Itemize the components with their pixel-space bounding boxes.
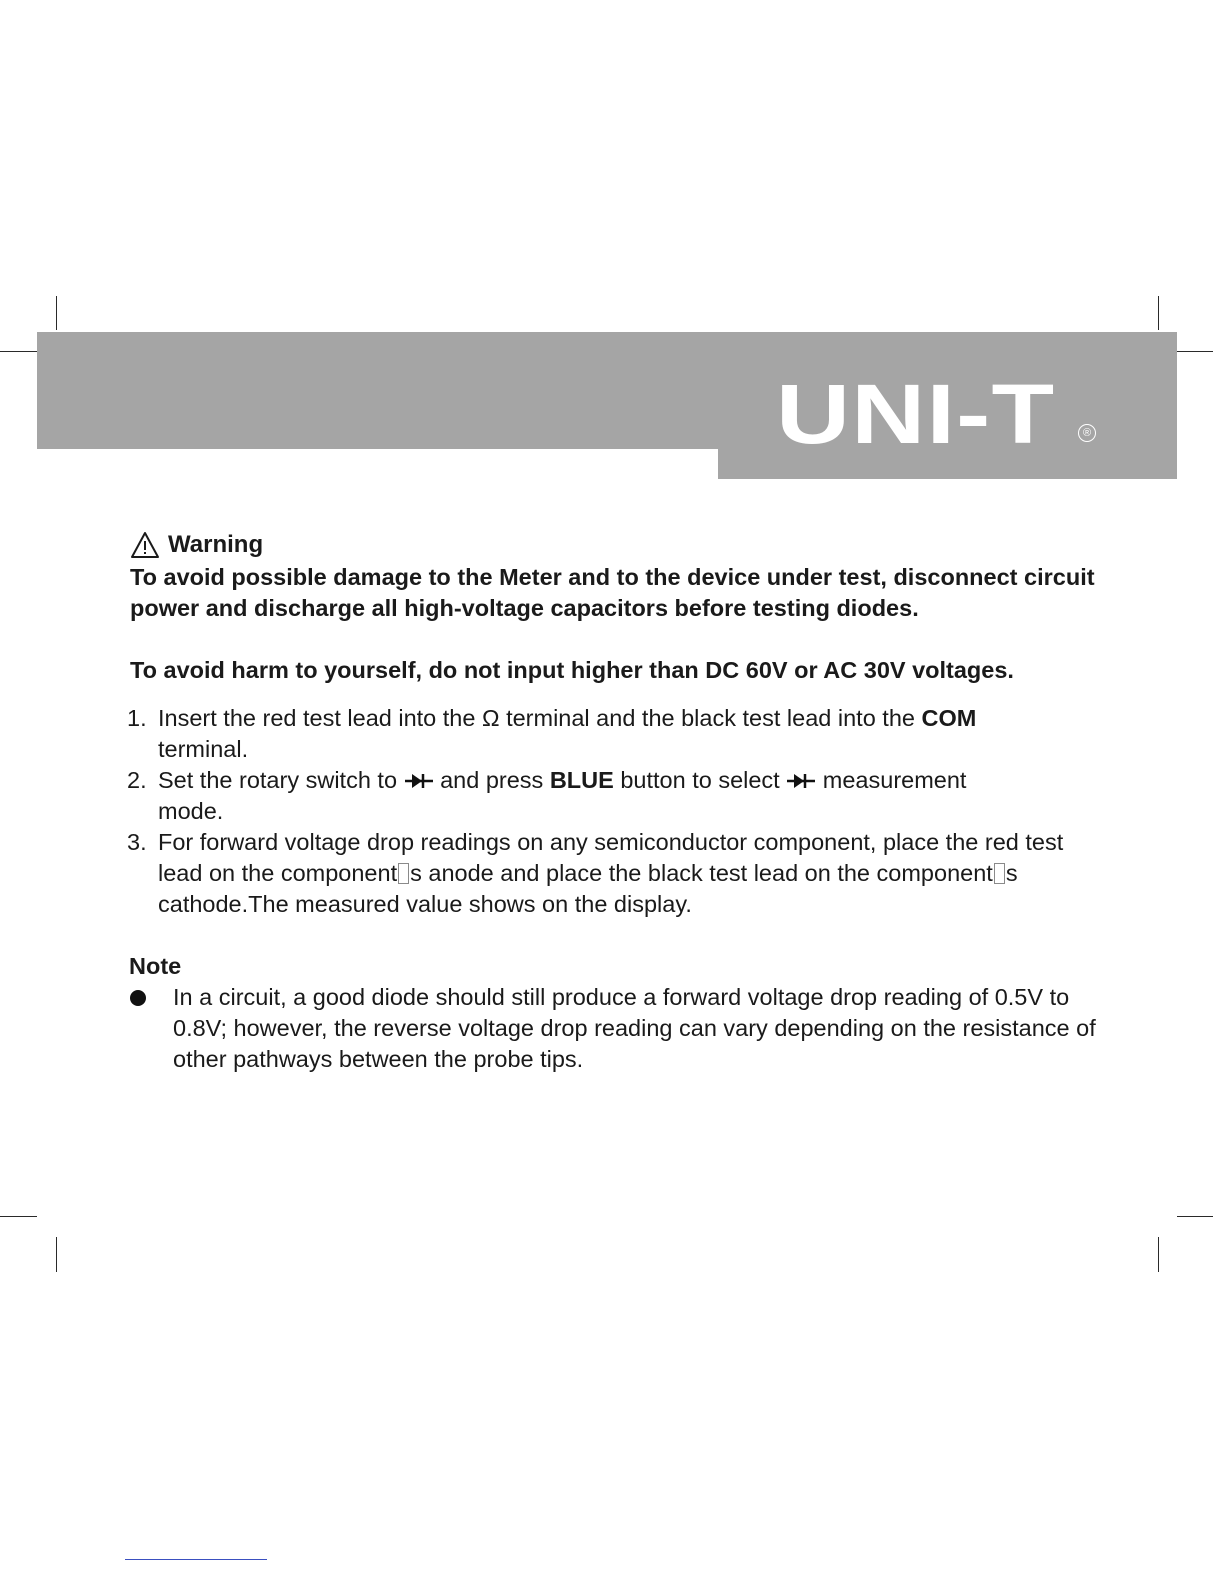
list-item [130, 982, 1100, 1075]
warning-title: Warning [168, 531, 264, 558]
diode-icon [786, 771, 816, 791]
registered-mark: ® [1078, 424, 1096, 442]
list-item [127, 827, 1100, 920]
step-text: terminal. [158, 736, 249, 762]
crop-mark [0, 1216, 37, 1217]
step-text: mode. [158, 798, 224, 824]
crop-mark [0, 351, 37, 352]
logo-text: UNI-T [776, 367, 1056, 461]
step-bold: COM [921, 705, 977, 731]
step-text: Insert the red test lead into the Ω terminal and the black test lead into the [158, 705, 922, 731]
missing-glyph-box [994, 863, 1005, 884]
crop-mark [56, 1237, 57, 1272]
note-text: In a circuit, a good diode should still produce a forward voltage drop reading of 0.5V to 0.8V; however, the reverse voltage drop reading can vary depending on the resistance of other pathways between the probe tips. [173, 984, 1096, 1072]
note-heading: Note [129, 953, 182, 979]
step-text: and press [433, 767, 550, 793]
warning-paragraph: To avoid possible damage to the Meter and to the device under test, disconnect circuit power and discharge all high-voltage capacitors before testing diodes. [130, 564, 1095, 621]
warning-heading [130, 528, 1100, 562]
step-text: measurement [816, 767, 967, 793]
step-text: s anode and place the black test lead on the component [410, 860, 993, 886]
step-text: button to select [613, 767, 787, 793]
warning-paragraph: To avoid harm to yourself, do not input higher than DC 60V or AC 30V voltages. [130, 657, 1014, 683]
manual-content [127, 528, 1100, 1075]
list-item [127, 765, 1100, 827]
missing-glyph-box [398, 863, 409, 884]
footer-rule [125, 1559, 267, 1560]
warning-triangle-icon [130, 531, 160, 559]
step-text: For forward voltage drop readings on any semiconductor component, place the red test lead on the component [158, 829, 1064, 886]
crop-mark [56, 296, 57, 330]
crop-mark [1158, 1237, 1159, 1272]
step-number: 3. [127, 829, 147, 855]
bullet-icon [130, 990, 146, 1006]
brand-logo [776, 367, 1092, 461]
step-number: 2. [127, 767, 147, 793]
crop-mark [1177, 1216, 1213, 1217]
crop-mark [1158, 296, 1159, 330]
diode-icon [404, 771, 434, 791]
procedure-steps [127, 703, 1100, 920]
step-text: Set the rotary switch to [158, 767, 404, 793]
step-bold: BLUE [549, 767, 614, 793]
list-item [127, 703, 1100, 765]
step-text: s cathode.The measured value shows on the display. [158, 860, 1018, 917]
step-number: 1. [127, 705, 147, 731]
crop-mark [1177, 351, 1213, 352]
